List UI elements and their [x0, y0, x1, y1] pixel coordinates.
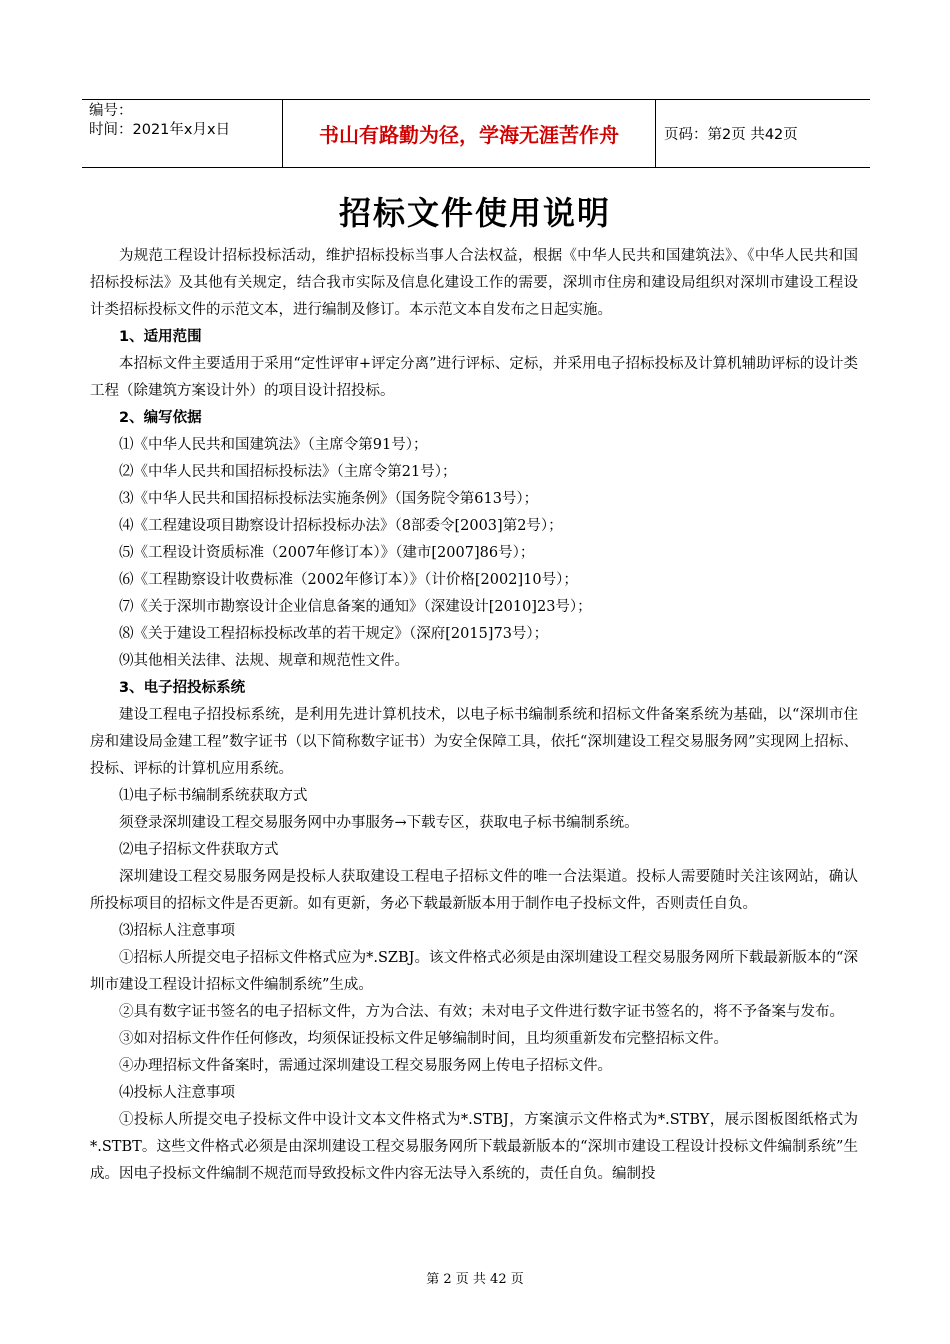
header-meta [82, 100, 282, 167]
tenderer-note: ②具有数字证书签名的电子招标文件，方为合法、有效；未对电子文件进行数字证书签名的，将不予备案与发布。 [119, 1004, 844, 1020]
subsection-heading: ⑷投标人注意事项 [119, 1085, 235, 1101]
tenderer-note: ③如对招标文件作任何修改，均须保证投标文件足够编制时间，且均须重新发布完整招标文件。 [119, 1031, 728, 1047]
basis-item: ⑶《中华人民共和国招标投标法实施条例》（国务院令第613号）； [119, 491, 539, 507]
basis-item: ⑴《中华人民共和国建筑法》（主席令第91号）； [119, 437, 428, 453]
header-motto: 书山有路勤为径，学海无涯苦作舟 [282, 100, 656, 167]
subsection-heading: ⑵电子招标文件获取方式 [119, 842, 279, 858]
basis-item: ⑸《工程设计资质标准（2007年修订本）》（建市[2007]86号）； [119, 545, 535, 561]
basis-item: ⑺《关于深圳市勘察设计企业信息备案的通知》（深建设计[2010]23号）； [119, 599, 592, 615]
subsection-paragraph: 须登录深圳建设工程交易服务网中办事服务→下载专区，获取电子标书编制系统。 [119, 815, 639, 831]
subsection-paragraph: 深圳建设工程交易服务网是投标人获取建设工程电子招标文件的唯一合法渠道。投标人需要随时关注该网站，确认所投标项目的招标文件是否更新。如有更新，务必下载最新版本用于制作电子投标文件，否则责任自负。 [90, 869, 858, 912]
section-heading-basis: 2、编写依据 [119, 410, 202, 426]
time-label: 时间：2021年x月x日 [89, 122, 231, 138]
bidder-note: ①投标人所提交电子投标文件中设计文本文件格式为*.STBJ，方案演示文件格式为*.STBY，展示图板图纸格式为*.STBT。这些文件格式必须是由深圳建设工程交易服务网所下载最新版本的“深圳市建设工程设计投标文件编制系统”生成。因电子投标文件编制不规范而导致投标文件内容无法导入系统的，责任自负。编制投 [90, 1112, 858, 1182]
basis-item: ⑹《工程勘察设计收费标准（2002年修订本）》（计价格[2002]10号）； [119, 572, 578, 588]
number-label: 编号： [89, 103, 133, 119]
document-body [90, 243, 858, 1188]
header-page-info: 页码：第2页 共42页 [664, 127, 798, 143]
basis-item: ⑷《工程建设项目勘察设计招标投标办法》（8部委令[2003]第2号）； [119, 518, 563, 534]
basis-item: ⑻《关于建设工程招标投标改革的若干规定》（深府[2015]73号）； [119, 626, 549, 642]
tenderer-note: ①招标人所提交电子招标文件格式应为*.SZBJ。该文件格式必须是由深圳建设工程交易服务网所下载最新版本的“深圳市建设工程设计招标文件编制系统”生成。 [90, 950, 858, 993]
subsection-heading: ⑶招标人注意事项 [119, 923, 235, 939]
document-title: 招标文件使用说明 [338, 194, 611, 232]
section-heading-system: 3、电子招投标系统 [119, 680, 246, 696]
page-header [82, 99, 870, 168]
section-heading-scope: 1、适用范围 [119, 329, 202, 345]
system-intro-paragraph: 建设工程电子招投标系统，是利用先进计算机技术，以电子标书编制系统和招标文件备案系统为基础，以“深圳市住房和建设局金建工程”数字证书（以下简称数字证书）为安全保障工具，依托“深圳建设工程交易服务网”实现网上招标、投标、评标的计算机应用系统。 [90, 707, 858, 777]
basis-item: ⑼其他相关法律、法规、规章和规范性文件。 [119, 653, 409, 669]
subsection-heading: ⑴电子标书编制系统获取方式 [119, 788, 308, 804]
basis-item: ⑵《中华人民共和国招标投标法》（主席令第21号）； [119, 464, 457, 480]
intro-paragraph: 为规范工程设计招标投标活动，维护招标投标当事人合法权益，根据《中华人民共和国建筑法》、《中华人民共和国招标投标法》及其他有关规定，结合我市实际及信息化建设工作的需要，深圳市住房和建设局组织对深圳市建设工程设计类招标投标文件的示范文本，进行编制及修订。本示范文本自发布之日起实施。 [90, 248, 858, 318]
scope-paragraph: 本招标文件主要适用于采用“定性评审+评定分离”进行评标、定标，并采用电子招标投标及计算机辅助评标的设计类工程（除建筑方案设计外）的项目设计招投标。 [90, 356, 858, 399]
tenderer-note: ④办理招标文件备案时，需通过深圳建设工程交易服务网上传电子招标文件。 [119, 1058, 612, 1074]
page-footer: 第 2 页 共 42 页 [426, 1272, 524, 1287]
